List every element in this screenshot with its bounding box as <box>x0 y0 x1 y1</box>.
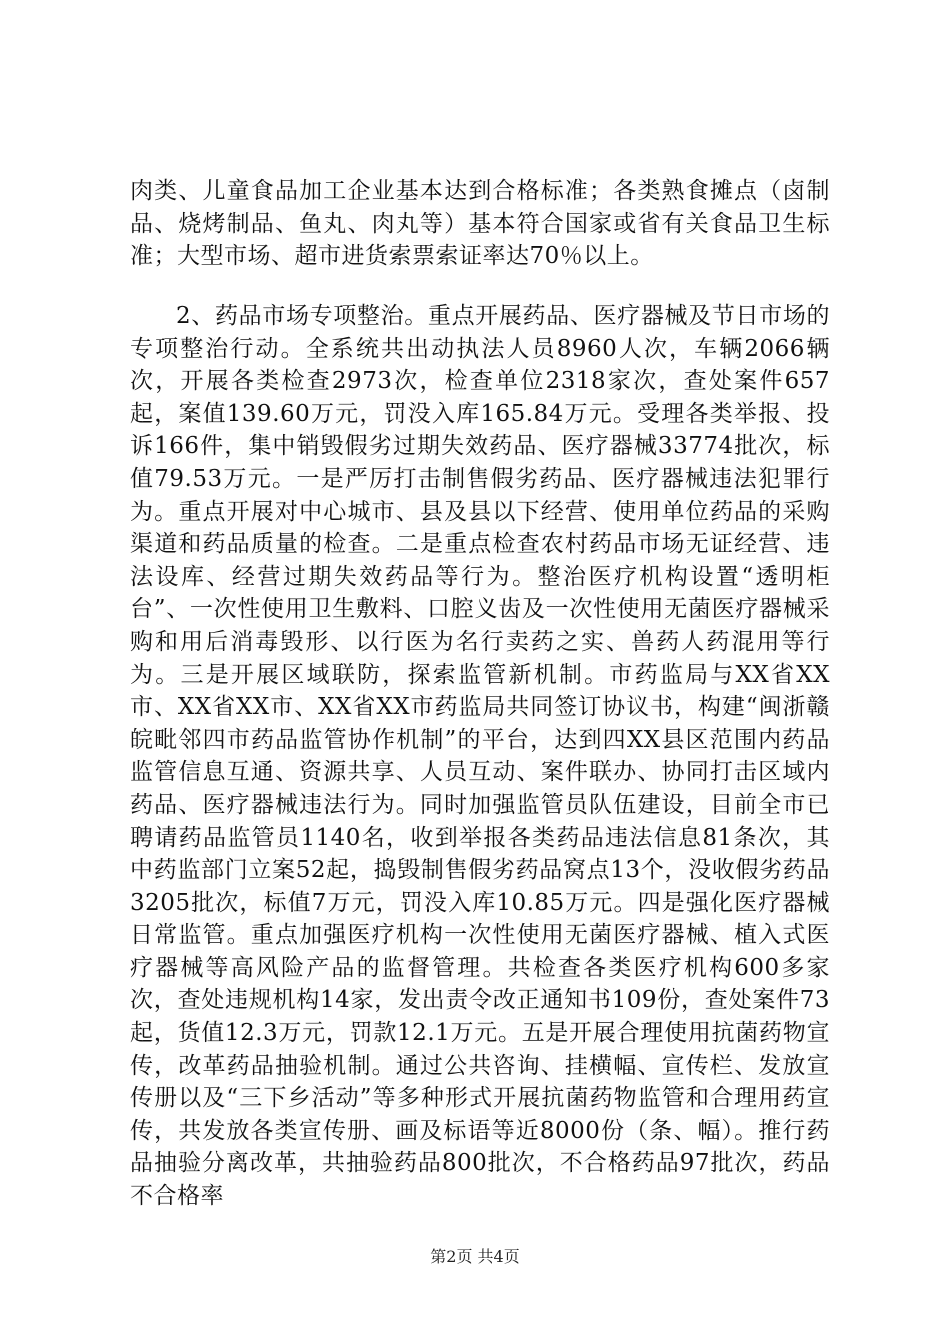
body-paragraph-drug-market-rectification: 2、药品市场专项整治。重点开展药品、医疗器械及节日市场的专项整治行动。全系统共出动执法人员8960人次，车辆2066辆次，开展各类检查2973次，检查单位2318家次，查处案件657起，案值139.60万元，罚没入库165.84万元。受理各类举报、投诉166件，集中销毁假劣过期失效药品、医疗器械33774批次，标值79.53万元。一是严厉打击制售假劣药品、医疗器械违法犯罪行为。重点开展对中心城市、县及县以下经营、使用单位药品的采购渠道和药品质量的检查。二是重点检查农村药品市场无证经营、违法设库、经营过期失效药品等行为。整治医疗机构设置“透明柜台”、一次性使用卫生敷料、口腔义齿及一次性使用无菌医疗器械采购和用后消毒毁形、以行医为名行卖药之实、兽药人药混用等行为。三是开展区域联防，探索监管新机制。市药监局与XX省XX市、XX省XX市、XX省XX市药监局共同签订协议书，构建“闽浙赣皖毗邻四市药品监管协作机制”的平台，达到四XX县区范围内药品监管信息互通、资源共享、人员互动、案件联办、协同打击区域内药品、医疗器械违法行为。同时加强监管员队伍建设，目前全市已聘请药品监管员1140名，收到举报各类药品违法信息81条次，其中药监部门立案52起，捣毁制售假劣药品窝点13个，没收假劣药品3205批次，标值7万元，罚没入库10.85万元。四是强化医疗器械日常监管。重点加强医疗机构一次性使用无菌医疗器械、植入式医疗器械等高风险产品的监督管理。共检查各类医疗机构600多家次，查处违规机构14家，发出责令改正通知书109份，查处案件73起，货值12.3万元，罚款12.1万元。五是开展合理使用抗菌药物宣传，改革药品抽验机制。通过公共咨询、挂横幅、宣传栏、发放宣传册以及“三下乡活动”等多种形式开展抗菌药物监管和合理用药宣传，共发放各类宣传册、画及标语等近8000份（条、幅）。推行药品抽验分离改革，共抽验药品800批次，不合格药品97批次，药品不合格率 <box>130 303 830 1210</box>
body-paragraph-food-standards: 肉类、儿童食品加工企业基本达到合格标准；各类熟食摊点（卤制品、烧烤制品、鱼丸、肉丸等）基本符合国家或省有关食品卫生标准；大型市场、超市进货索票索证率达70％以上。 <box>130 178 830 270</box>
page-number-footer: 第2页 共4页 <box>430 1247 520 1266</box>
